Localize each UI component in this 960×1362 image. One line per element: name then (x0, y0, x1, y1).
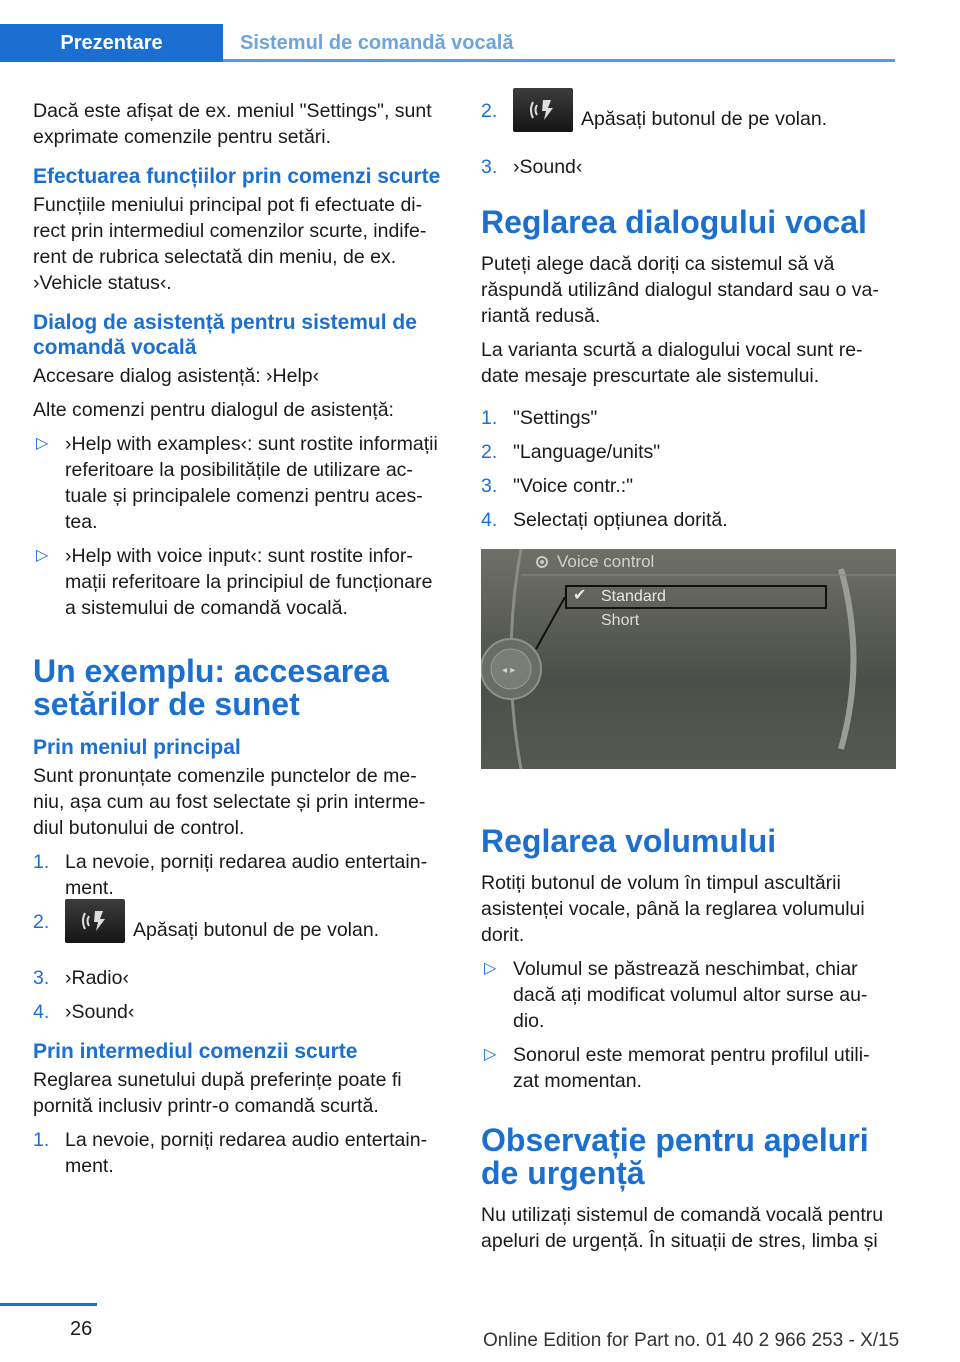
heading-voice-dialog: Reglarea dialogului vocal (481, 204, 867, 240)
heading-emergency: Observație pentru apeluri de urgență (481, 1122, 869, 1191)
step-number: 1. (33, 851, 50, 873)
short-commands-paragraph: Funcțiile meniului principal pot fi efectuate di‐ rect prin intermediul comenzilor scurte, indife‐ rent de rubrica selectată din meniu, de ex. ›Vehicle status‹. (33, 194, 427, 294)
screen-title: Voice control (557, 552, 655, 571)
heading-volume: Reglarea volumului (481, 823, 777, 859)
voice-command-button-icon (65, 899, 125, 943)
step-number: 3. (481, 475, 498, 497)
step-text: "Voice contr.:" (513, 475, 634, 497)
step-text: ›Sound‹ (513, 156, 583, 178)
main-menu-paragraph: Sunt pronunțate comenzile punctelor de me‐ niu, așa cum au fost selectate și prin interme‐ diul butonului de control. (33, 765, 426, 839)
voice-dialog-paragraph-2: La varianta scurtă a dialogului vocal sunt re‐ date mesaje prescurtate ale sistemului. (481, 339, 863, 387)
help-paragraph-2: Alte comenzi pentru dialogul de asistență: (33, 399, 394, 421)
step-number: 3. (33, 967, 50, 989)
step-number: 2. (33, 911, 50, 933)
list-item-text: Sonorul este memorat pentru profilul utili‐ zat momentan. (513, 1044, 870, 1092)
step-text: Apăsați butonul de pe volan. (133, 919, 380, 942)
page-number: 26 (70, 1318, 93, 1340)
step-text: ›Radio‹ (65, 967, 129, 989)
intro-paragraph: Dacă este afișat de ex. meniul "Settings", sunt exprimate comenzile pentru setări. (33, 100, 432, 148)
short-command-paragraph: Reglarea sunetului după preferințe poate fi pornită inclusiv printr-o comandă scurtă. (33, 1069, 402, 1117)
heading-main-menu: Prin meniul principal (33, 736, 241, 759)
footer-edition: Online Edition for Part no. 01 40 2 966 253 - X/15 (483, 1330, 900, 1351)
list-item (481, 956, 896, 1034)
heading-short-commands: Efectuarea funcțiilor prin comenzi scurte (33, 165, 441, 188)
heading-help-dialog: Dialog de asistență pentru sistemul de comandă vocală (33, 311, 417, 359)
step-number: 1. (481, 407, 498, 429)
list-item (33, 965, 448, 991)
heading-example: Un exemplu: accesarea setărilor de sunet (33, 653, 389, 722)
triangle-bullet-icon: ▷ (484, 1046, 497, 1063)
list-item (33, 1127, 448, 1179)
list-item (481, 473, 896, 499)
voice-control-screen (481, 549, 896, 769)
list-item (481, 439, 896, 465)
page-header (0, 0, 895, 62)
step-text: "Language/units" (513, 441, 661, 463)
voice-dialog-paragraph-1: Puteți alege dacă doriți ca sistemul să vă răspundă utilizând dialogul standard sau o va‐ riantă redusă. (481, 253, 879, 327)
step-number: 3. (481, 156, 498, 178)
list-item (481, 154, 896, 180)
step-text: Apăsați butonul de pe volan. (581, 108, 828, 131)
emergency-paragraph: Nu utilizați sistemul de comandă vocală pentru apeluri de urgență. În situații de stres, limba și (481, 1204, 884, 1252)
header-rule (223, 59, 895, 62)
gear-icon (533, 553, 551, 571)
voice-command-button-icon (513, 88, 573, 132)
step-number: 2. (481, 441, 498, 463)
svg-text:◂ ▸: ◂ ▸ (502, 665, 516, 676)
footer-rule (0, 1303, 97, 1306)
list-item (33, 999, 448, 1025)
heading-short-command: Prin intermediul comenzii scurte (33, 1040, 358, 1063)
step-number: 4. (481, 509, 498, 531)
list-item (33, 543, 448, 621)
right-column (481, 98, 896, 1262)
step-number: 4. (33, 1001, 50, 1023)
list-item (481, 405, 896, 431)
step-text: "Settings" (513, 407, 598, 429)
option-label: Standard (601, 588, 666, 605)
check-icon: ✔ (573, 587, 587, 604)
triangle-bullet-icon: ▷ (36, 435, 49, 452)
list-item (481, 1042, 896, 1094)
step-number: 2. (481, 100, 498, 122)
header-section-tab[interactable]: Prezentare (0, 24, 223, 62)
triangle-bullet-icon: ▷ (36, 547, 49, 564)
list-item (481, 507, 896, 533)
header-subsection[interactable]: Sistemul de comandă vocală (240, 32, 514, 54)
list-item (33, 909, 448, 957)
triangle-bullet-icon: ▷ (484, 960, 497, 977)
list-item-text: ›Help with examples‹: sunt rostite informații referitoare la posibilitățile de utilizare ac‐ tuale și principalele comenzi pentru aces‐ tea. (65, 433, 438, 533)
step-text: La nevoie, porniți redarea audio entertain‐ ment. (65, 851, 428, 899)
step-text: ›Sound‹ (65, 1001, 135, 1023)
step-text: Selectați opțiunea dorită. (513, 509, 728, 531)
list-item (33, 431, 448, 535)
list-item (481, 98, 896, 146)
volume-paragraph: Rotiți butonul de volum în timpul ascultării asistenței vocale, până la reglarea volumului dorit. (481, 872, 865, 946)
list-item (33, 849, 448, 901)
list-item-text: Volumul se păstrează neschimbat, chiar dacă ați modificat volumul altor surse au‐ dio. (513, 958, 868, 1032)
help-paragraph-1: Accesare dialog asistență: ›Help‹ (33, 365, 320, 387)
left-column (33, 98, 448, 1187)
step-text: La nevoie, porniți redarea audio entertain‐ ment. (65, 1129, 428, 1177)
option-standard[interactable] (565, 585, 827, 609)
list-item-text: ›Help with voice input‹: sunt rostite infor‐ mații referitoare la principiul de funcționare a sistemului de comandă vocală. (65, 545, 433, 619)
step-number: 1. (33, 1129, 50, 1151)
option-short[interactable]: Short (601, 612, 640, 629)
